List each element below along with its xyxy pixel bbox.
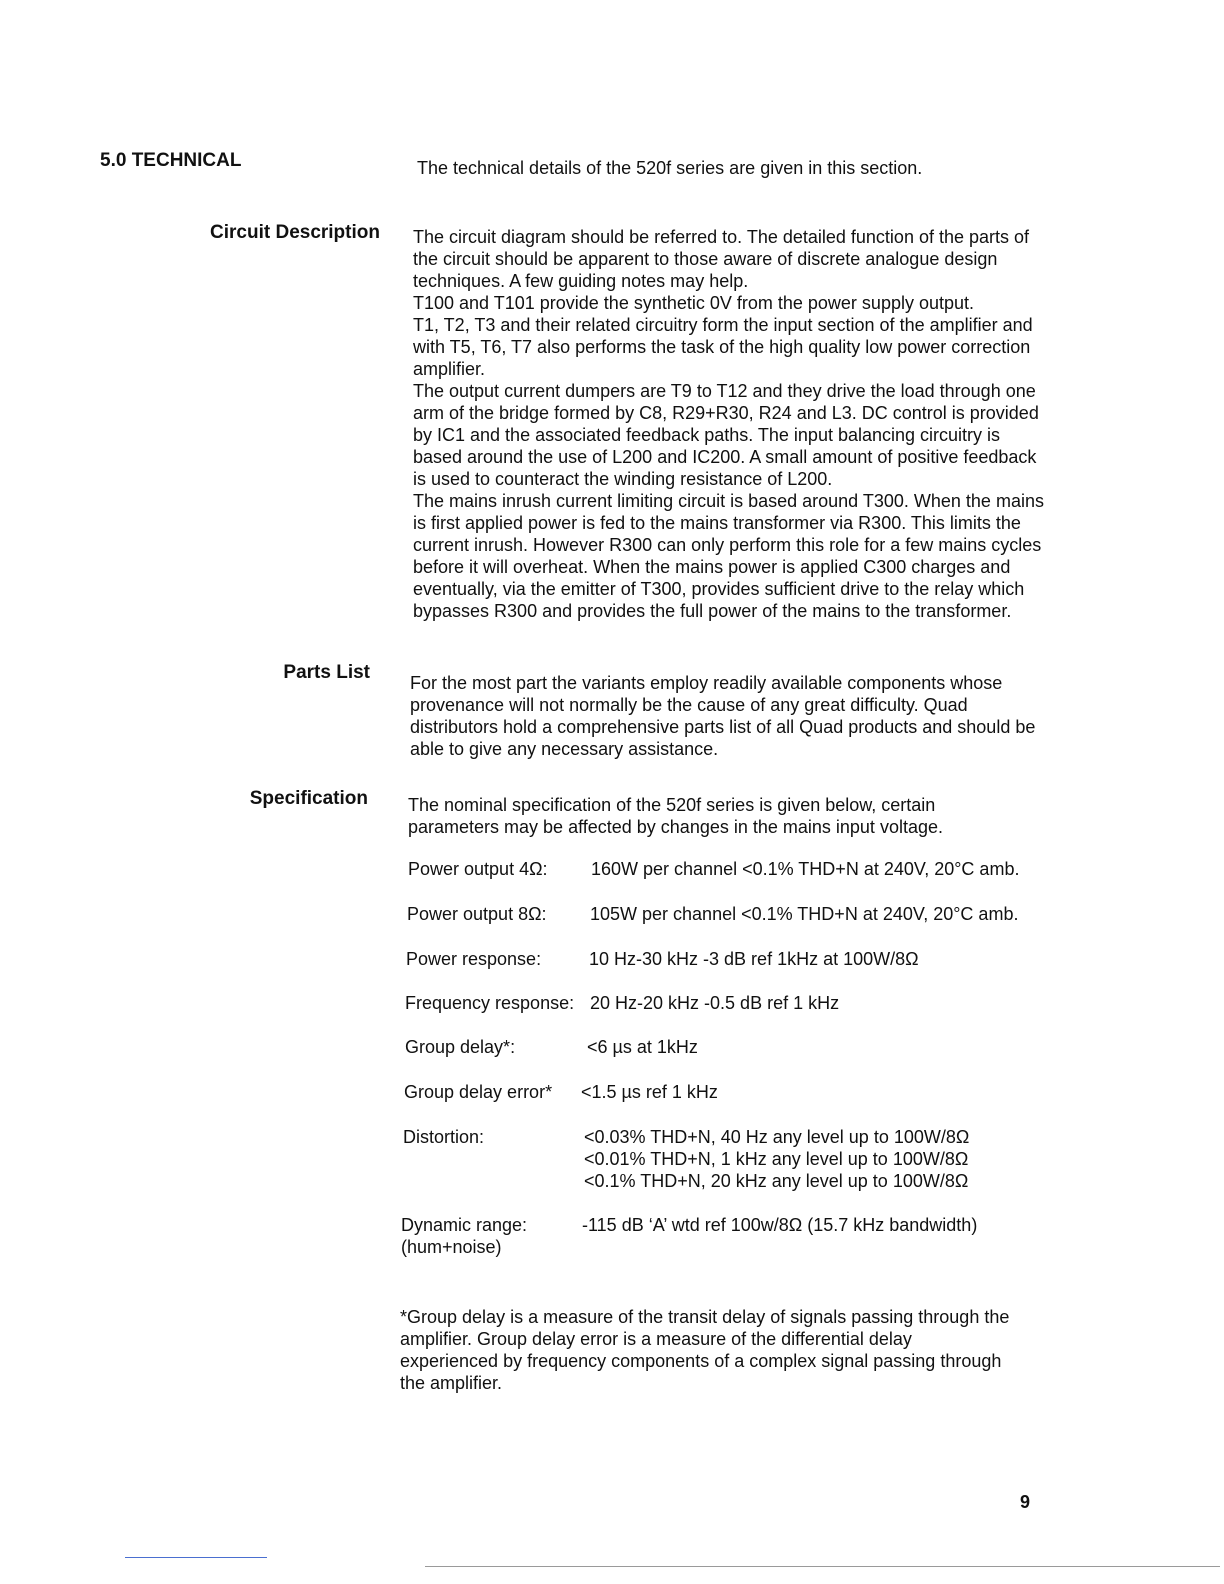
circuit-paragraph-5: The mains inrush current limiting circuit is based around T300. When the mains is first applied power is fed to the mains transformer via R300. This limits the current inrush. However R300 can only perform this role for a few mains cycles before it will overheat. When the mains power is applied C300 charges and eventually, via the emitter of T300, provides sufficient drive to the relay which bypasses R300 and provides the full power of the mains to the transformer.	[413, 491, 1044, 621]
spec-value: -115 dB ‘A’ wtd ref 100w/8Ω (15.7 kHz bandwidth)	[582, 1215, 978, 1235]
spec-row-distortion	[403, 1126, 1123, 1196]
section-title: 5.0 TECHNICAL	[100, 150, 242, 171]
spec-row	[405, 1036, 1125, 1060]
spec-label: Power response:	[406, 949, 542, 969]
spec-label: Power output 8Ω:	[407, 904, 547, 924]
spec-value: 20 Hz-20 kHz -0.5 dB ref 1 kHz	[590, 993, 840, 1013]
spec-row	[407, 903, 1127, 927]
circuit-description-body	[413, 226, 1053, 622]
dynamic-range-sublabel: (hum+noise)	[401, 1237, 502, 1257]
circuit-description-heading: Circuit Description	[210, 222, 380, 243]
dynamic-range-label: Dynamic range:	[401, 1215, 528, 1235]
section-intro: The technical details of the 520f series are given in this section.	[417, 158, 923, 178]
distortion-value: <0.01% THD+N, 1 kHz any level up to 100W/8Ω	[584, 1149, 969, 1169]
distortion-value: <0.03% THD+N, 40 Hz any level up to 100W/8Ω	[584, 1127, 970, 1147]
distortion-values	[584, 1126, 969, 1192]
spec-row	[408, 858, 1128, 882]
spec-row-dynamic-range	[401, 1214, 1121, 1262]
spec-row	[406, 948, 1126, 972]
spec-label: Group delay error*	[404, 1082, 553, 1102]
spec-row	[404, 1081, 1124, 1105]
spec-label	[401, 1214, 527, 1258]
circuit-paragraph-2: T100 and T101 provide the synthetic 0V from the power supply output.	[413, 293, 975, 313]
spec-label: Power output 4Ω:	[408, 859, 548, 879]
spec-label: Distortion:	[403, 1127, 485, 1147]
circuit-paragraph-4: The output current dumpers are T9 to T12 and they drive the load through one arm of the bridge formed by C8, R29+R30, R24 and L3. DC control is provided by IC1 and the associated feedback paths. The input balancing circuitry is based around the use of L200 and IC200. A small amount of positive feedback is used to counteract the winding resistance of L200.	[413, 381, 1039, 489]
circuit-paragraph-1: The circuit diagram should be referred to. The detailed function of the parts of the circuit should be apparent to those aware of discrete analogue design techniques. A few guiding notes may help.	[413, 227, 1030, 291]
circuit-paragraph-3: T1, T2, T3 and their related circuitry form the input section of the amplifier and with T5, T6, T7 also performs the task of the high quality low power correction amplifier.	[413, 315, 1033, 379]
parts-list-heading: Parts List	[283, 662, 370, 683]
spec-row	[405, 992, 1125, 1016]
parts-list-body: For the most part the variants employ readily available components whose provenance will not normally be the cause of any great difficulty. Quad distributors hold a comprehensive parts list of all Quad products and should be able to give any necessary assistance.	[410, 673, 1036, 759]
page-number: 9	[1020, 1492, 1031, 1512]
specification-intro: The nominal specification of the 520f series is given below, certain parameters may be affected by changes in the mains input voltage.	[408, 795, 943, 837]
footer-rule-right	[425, 1566, 1220, 1567]
distortion-value: <0.1% THD+N, 20 kHz any level up to 100W/8Ω	[584, 1171, 969, 1191]
spec-value: 105W per channel <0.1% THD+N at 240V, 20°C amb.	[590, 904, 1019, 924]
spec-value: <1.5 µs ref 1 kHz	[581, 1082, 718, 1102]
spec-label: Group delay*:	[405, 1037, 516, 1057]
spec-value: 10 Hz-30 kHz -3 dB ref 1kHz at 100W/8Ω	[589, 949, 919, 969]
spec-label: Frequency response:	[405, 993, 575, 1013]
specification-heading: Specification	[249, 788, 368, 809]
spec-value: <6 µs at 1kHz	[587, 1037, 698, 1057]
group-delay-footnote: *Group delay is a measure of the transit delay of signals passing through the amplifier. Group delay error is a measure of the differential delay experienced by frequency components of a complex signal passing through the amplifier.	[400, 1307, 1010, 1393]
spec-value: 160W per channel <0.1% THD+N at 240V, 20°C amb.	[591, 859, 1020, 879]
footer-rule-left	[125, 1557, 267, 1558]
